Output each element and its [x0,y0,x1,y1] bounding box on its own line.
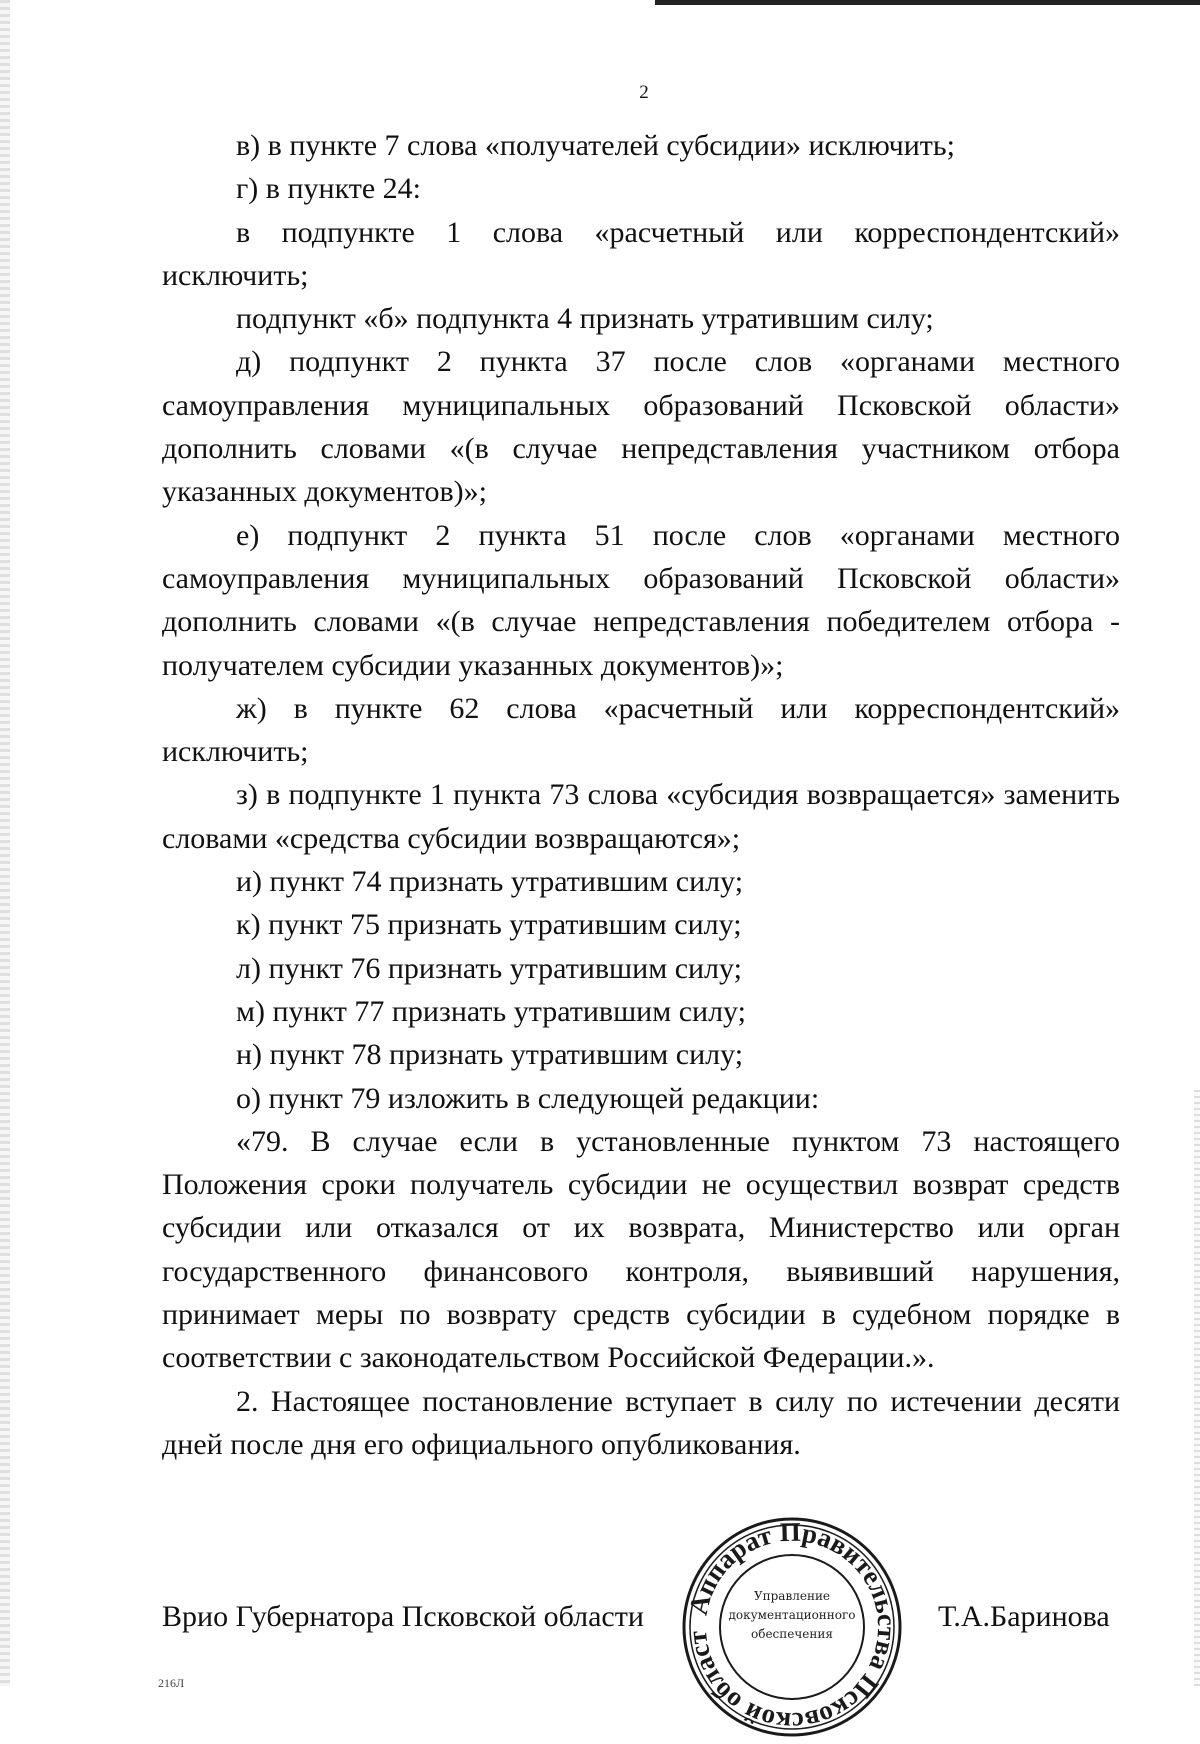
signature-block [0,1600,1200,1640]
paragraph: л) пункт 76 признать утратившим силу; [236,951,742,985]
official-seal [680,1515,904,1739]
paragraph: «79. В случае если в установленные пунктом 73 настоящего Положения сроки получатель субсидии не осуществил возврат средств субсидии или отказался от их возврата, Министерство или орган государственного финансового контроля, выявивший нарушения, принимает меры по возврату средств субсидии в судебном порядке в соответствии с законодательством Российской Федерации.». [162,1124,1120,1375]
paragraph: в) в пункте 7 слова «получателей субсидии» исключить; [236,129,955,162]
paragraph: д) подпункт 2 пункта 37 после слов «органами местного самоуправления муниципальных образований Псковской области» дополнить словами «(в случае непредставления участником отбора указанных документов)»; [162,345,1120,509]
scan-edge-left [0,0,10,1686]
paragraph: м) пункт 77 признать утратившим силу; [236,994,746,1028]
seal-center-text [720,1587,864,1644]
paragraph: з) в подпункте 1 пункта 73 слова «субсидия возвращается» заменить словами «средства субсидии возвращаются»; [162,778,1120,855]
scan-edge-right [1194,1090,1200,1686]
paragraph: е) подпункт 2 пункта 51 после слов «органами местного самоуправления муниципальных образований Псковской области» дополнить словами «(в случае непредставления победителем отбора - получателем субсидии указанных документов)»; [162,518,1120,682]
seal-center-line: документационного [728,1608,856,1622]
paragraph: ж) в пункте 62 слова «расчетный или корреспондентский» исключить; [162,691,1120,769]
paragraph: н) пункт 78 признать утратившим силу; [236,1038,744,1072]
seal-center-line: обеспечения [751,1627,833,1641]
footer-mark: 216Л [158,1676,185,1690]
signatory-title: Врио Губернатора Псковской области [162,1600,644,1633]
signatory-name: Т.А.Баринова [938,1600,1110,1633]
seal-ring-text: Аппарат Правительства Псковской област [681,1516,903,1738]
scan-top-rule [655,0,1200,5]
paragraph: г) в пункте 24: [236,172,422,206]
paragraph: в подпункте 1 слова «расчетный или корреспондентский» исключить; [162,215,1120,292]
paragraph: 2. Настоящее постановление вступает в силу по истечении десяти дней после дня его официального опубликования. [162,1384,1120,1461]
paragraph: к) пункт 75 признать утратившим силу; [236,908,742,942]
document-body [162,124,1120,1466]
page-number: 2 [639,82,649,103]
paragraph: подпункт «б» подпункта 4 признать утратившим силу; [236,302,934,336]
paragraph: и) пункт 74 признать утратившим силу; [236,865,744,899]
seal-center-line: Управление [753,1589,831,1603]
paragraph: о) пункт 79 изложить в следующей редакции: [236,1081,820,1115]
